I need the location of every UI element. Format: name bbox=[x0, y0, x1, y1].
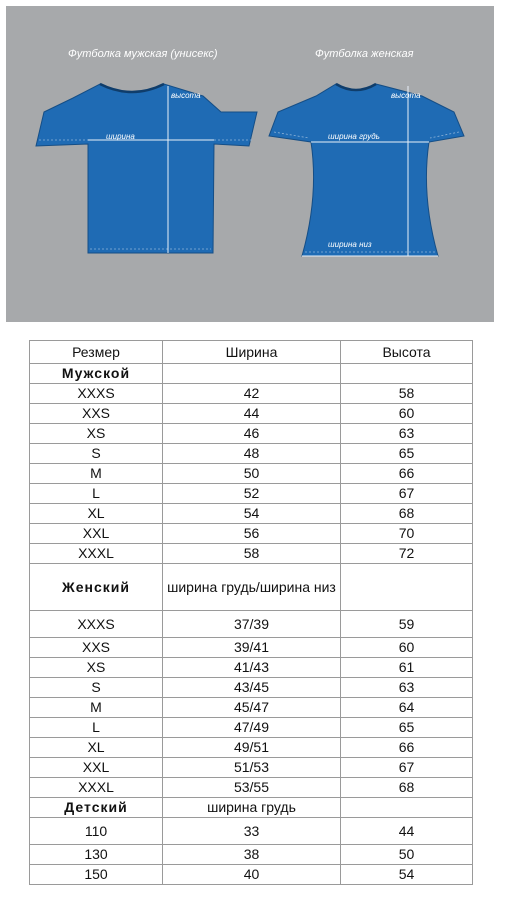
width-cell: 53/55 bbox=[163, 778, 341, 798]
table-row bbox=[30, 444, 473, 464]
width-cell: 39/41 bbox=[163, 638, 341, 658]
table-row bbox=[30, 384, 473, 404]
section-row-kids bbox=[30, 798, 473, 818]
height-cell: 72 bbox=[341, 544, 473, 564]
mens-height-label: высота bbox=[171, 91, 201, 100]
height-cell: 65 bbox=[341, 718, 473, 738]
size-cell: 110 bbox=[30, 818, 163, 845]
size-cell: XL bbox=[30, 738, 163, 758]
size-cell: XXL bbox=[30, 524, 163, 544]
width-cell: 45/47 bbox=[163, 698, 341, 718]
table-row bbox=[30, 484, 473, 504]
table-row bbox=[30, 865, 473, 885]
section-title-kids: Детский bbox=[30, 798, 163, 818]
height-cell: 68 bbox=[341, 778, 473, 798]
size-cell: XXS bbox=[30, 404, 163, 424]
height-cell: 60 bbox=[341, 638, 473, 658]
height-cell: 63 bbox=[341, 424, 473, 444]
section-title-men: Мужской bbox=[30, 364, 163, 384]
size-cell: XS bbox=[30, 424, 163, 444]
section-subheader-kids: ширина грудь bbox=[163, 798, 341, 818]
width-cell: 43/45 bbox=[163, 678, 341, 698]
mens-width-label: ширина bbox=[106, 132, 135, 141]
height-cell: 66 bbox=[341, 738, 473, 758]
width-cell: 38 bbox=[163, 845, 341, 865]
width-cell: 47/49 bbox=[163, 718, 341, 738]
womens-bottom-width-label: ширина низ bbox=[328, 240, 372, 249]
size-cell: S bbox=[30, 444, 163, 464]
header-height: Высота bbox=[341, 341, 473, 364]
height-cell: 66 bbox=[341, 464, 473, 484]
height-cell: 58 bbox=[341, 384, 473, 404]
height-cell: 61 bbox=[341, 658, 473, 678]
size-cell: XXXS bbox=[30, 611, 163, 638]
height-cell: 67 bbox=[341, 758, 473, 778]
size-cell: XL bbox=[30, 504, 163, 524]
table-row bbox=[30, 778, 473, 798]
size-cell: XS bbox=[30, 658, 163, 678]
mens-tshirt-title: Футболка мужская (унисекс) bbox=[68, 48, 218, 60]
size-chart-table bbox=[29, 340, 473, 885]
height-cell: 60 bbox=[341, 404, 473, 424]
height-cell: 65 bbox=[341, 444, 473, 464]
section-row-men bbox=[30, 364, 473, 384]
womens-height-label: высота bbox=[391, 91, 421, 100]
width-cell: 44 bbox=[163, 404, 341, 424]
table-row bbox=[30, 524, 473, 544]
table-row bbox=[30, 638, 473, 658]
section-title-women: Женский bbox=[30, 564, 163, 611]
width-cell: 56 bbox=[163, 524, 341, 544]
size-cell: XXL bbox=[30, 758, 163, 778]
table-row bbox=[30, 504, 473, 524]
size-cell: XXXL bbox=[30, 544, 163, 564]
width-cell: 58 bbox=[163, 544, 341, 564]
table-row bbox=[30, 678, 473, 698]
table-row bbox=[30, 424, 473, 444]
height-cell: 63 bbox=[341, 678, 473, 698]
section-subheader-women: ширина грудь/ширина низ bbox=[163, 564, 341, 611]
height-cell: 44 bbox=[341, 818, 473, 845]
width-cell: 50 bbox=[163, 464, 341, 484]
height-cell: 64 bbox=[341, 698, 473, 718]
width-cell: 46 bbox=[163, 424, 341, 444]
height-cell: 50 bbox=[341, 845, 473, 865]
width-cell: 33 bbox=[163, 818, 341, 845]
table-row bbox=[30, 845, 473, 865]
width-cell: 49/51 bbox=[163, 738, 341, 758]
table-row bbox=[30, 818, 473, 845]
table-row bbox=[30, 718, 473, 738]
table-row bbox=[30, 658, 473, 678]
size-cell: L bbox=[30, 484, 163, 504]
width-cell: 42 bbox=[163, 384, 341, 404]
tshirt-illustration-panel bbox=[6, 6, 494, 322]
table-row bbox=[30, 738, 473, 758]
size-cell: 150 bbox=[30, 865, 163, 885]
width-cell: 37/39 bbox=[163, 611, 341, 638]
size-cell: S bbox=[30, 678, 163, 698]
womens-tshirt-title: Футболка женская bbox=[315, 48, 414, 60]
table-row bbox=[30, 404, 473, 424]
height-cell: 67 bbox=[341, 484, 473, 504]
height-cell: 54 bbox=[341, 865, 473, 885]
size-cell: L bbox=[30, 718, 163, 738]
size-cell: 130 bbox=[30, 845, 163, 865]
table-row bbox=[30, 464, 473, 484]
table-row bbox=[30, 758, 473, 778]
height-cell: 70 bbox=[341, 524, 473, 544]
size-cell: XXXL bbox=[30, 778, 163, 798]
width-cell: 54 bbox=[163, 504, 341, 524]
size-cell: XXXS bbox=[30, 384, 163, 404]
size-cell: XXS bbox=[30, 638, 163, 658]
header-width: Ширина bbox=[163, 341, 341, 364]
table-header-row bbox=[30, 341, 473, 364]
table-row bbox=[30, 698, 473, 718]
height-cell: 59 bbox=[341, 611, 473, 638]
womens-tshirt-drawing bbox=[269, 84, 464, 256]
header-size: Резмер bbox=[30, 341, 163, 364]
table-row bbox=[30, 544, 473, 564]
size-cell: M bbox=[30, 698, 163, 718]
table-row bbox=[30, 611, 473, 638]
width-cell: 52 bbox=[163, 484, 341, 504]
width-cell: 48 bbox=[163, 444, 341, 464]
width-cell: 51/53 bbox=[163, 758, 341, 778]
section-row-women bbox=[30, 564, 473, 611]
width-cell: 40 bbox=[163, 865, 341, 885]
womens-chest-width-label: ширина грудь bbox=[328, 132, 380, 141]
height-cell: 68 bbox=[341, 504, 473, 524]
size-cell: M bbox=[30, 464, 163, 484]
width-cell: 41/43 bbox=[163, 658, 341, 678]
mens-tshirt-drawing bbox=[36, 84, 257, 253]
